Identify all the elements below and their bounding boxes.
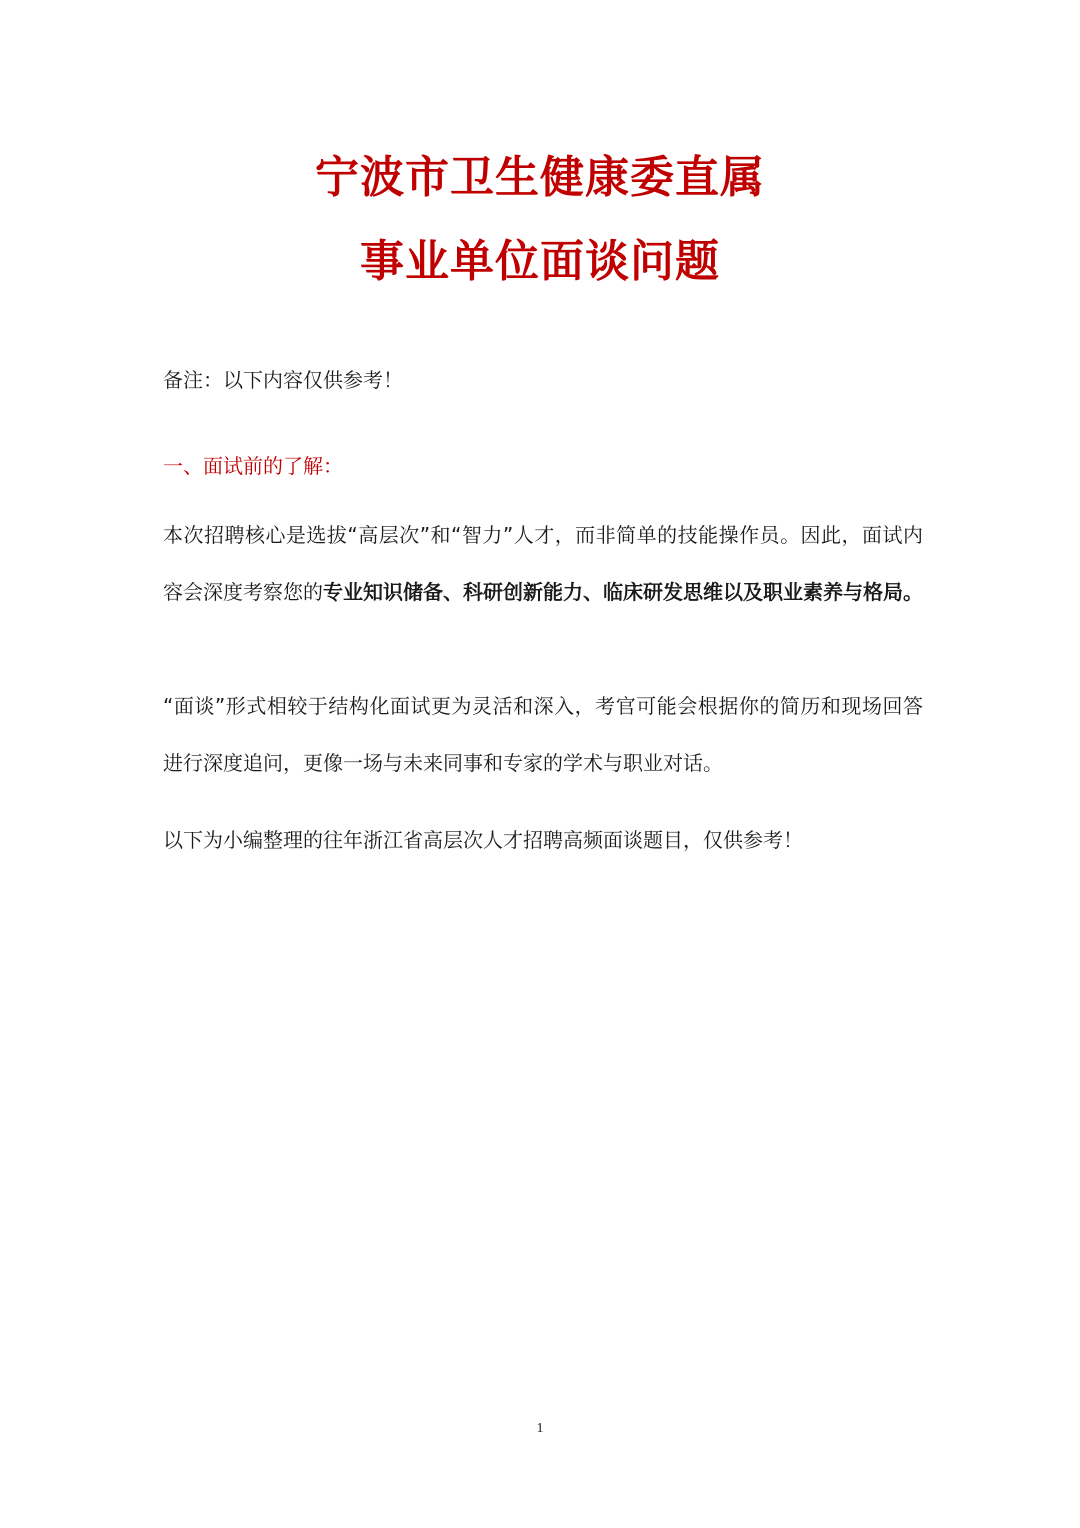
document-title-line-1: 宁波市卫生健康委直属: [315, 152, 765, 203]
paragraph-intro-text: 本次招聘核心是选拔“高层次”和“智力”人才，而非简单的技能操作员。因此，面试内容会深度考察您的: [163, 523, 923, 604]
paragraph-reference: 以下为小编整理的往年浙江省高层次人才招聘高频面谈题目，仅供参考！: [163, 828, 803, 852]
document-title-line-2: 事业单位面谈问题: [360, 236, 720, 287]
paragraph-interview-format: “面谈”形式相较于结构化面试更为灵活和深入，考官可能会根据你的简历和现场回答进行深度追问，更像一场与未来同事和专家的学术与职业对话。: [163, 694, 923, 775]
paragraph-intro: [163, 507, 923, 621]
paragraph-intro-bold: 专业知识储备、科研创新能力、临床研发思维以及职业素养与格局。: [323, 580, 923, 604]
section-heading-1: 一、面试前的了解：: [163, 454, 343, 478]
note-text: 备注：以下内容仅供参考！: [163, 368, 403, 392]
page-number: 1: [536, 1421, 544, 1436]
